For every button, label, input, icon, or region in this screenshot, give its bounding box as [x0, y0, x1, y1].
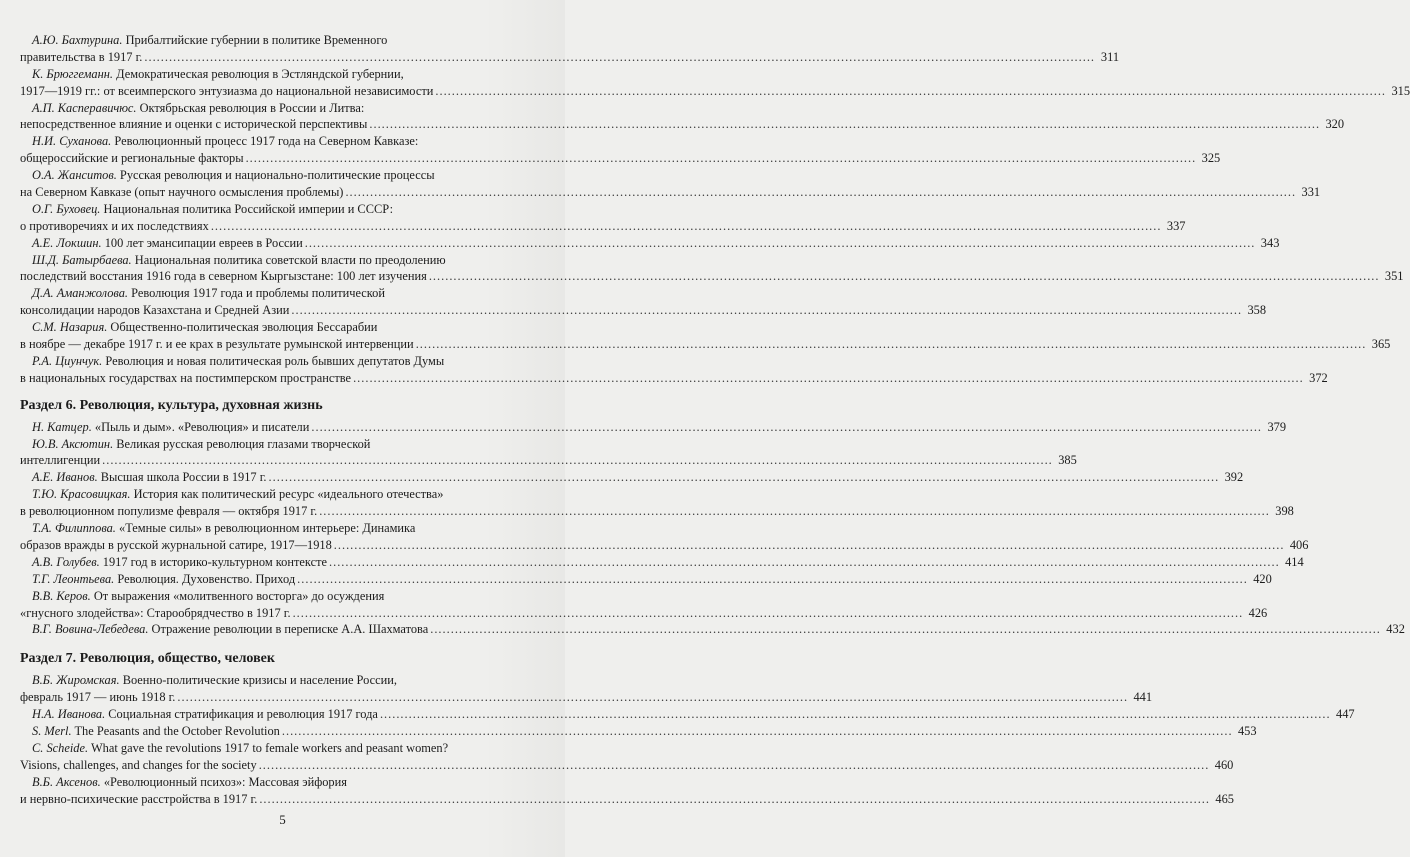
entry-title: The Peasants and the October Revolution — [71, 723, 280, 738]
dot-leader — [353, 370, 1304, 387]
toc-entry-line — [20, 419, 1287, 436]
entry-page-number: 337 — [1166, 218, 1186, 233]
entry-page-number: 320 — [1325, 117, 1345, 132]
entry-author: C. Scheide. — [32, 740, 89, 755]
entry-title: в революционном популизме февраля — октября 1917 г. — [20, 504, 318, 519]
entry-author: А.Е. Иванов. — [32, 470, 98, 485]
entry-title: последствий восстания 1916 года в северном Кыргызстане: 100 лет изучения — [20, 269, 427, 284]
entry-title: 1917 год в историко-культурном контексте — [99, 554, 328, 569]
toc-entry[interactable] — [20, 353, 1328, 387]
toc-entry[interactable] — [20, 252, 1404, 286]
toc-entry[interactable] — [20, 100, 1345, 134]
toc-entry-line — [20, 150, 1221, 167]
entry-author: Т.Г. Леонтьева. — [32, 571, 115, 586]
toc-entry-line — [20, 436, 542, 453]
dot-leader — [345, 184, 1296, 201]
entry-title: Прибалтийские губернии в политике Временного — [122, 33, 388, 47]
entry-author: К. Брюггеманн. — [32, 66, 114, 81]
entry-author: S. Merl. — [32, 723, 72, 738]
toc-entry-line — [20, 184, 1321, 201]
toc-entry-line — [20, 336, 1391, 353]
entry-author: Р.А. Циунчук. — [32, 353, 103, 368]
toc-entry-line — [20, 133, 542, 150]
dot-leader — [319, 503, 1270, 520]
entry-title: Visions, challenges, and changes for the society — [20, 757, 257, 772]
entry-author: А.П. Касперавичюс. — [32, 100, 137, 115]
toc-entry[interactable] — [20, 588, 1268, 622]
dot-leader — [329, 554, 1280, 571]
entry-page-number: 432 — [1386, 622, 1405, 637]
entry-author: А.В. Голубев. — [32, 554, 100, 569]
entry-title: Октябрьская революция в России и Литва: — [136, 100, 365, 115]
dot-leader — [259, 757, 1210, 774]
entry-page-number: 420 — [1253, 571, 1272, 586]
entry-author: А.Е. Локшин. — [32, 235, 102, 250]
entry-author: О.Г. Буховец. — [32, 201, 101, 216]
dot-leader — [311, 419, 1262, 436]
toc-entry[interactable] — [20, 235, 1280, 252]
entry-title: Демократическая революция в Эстляндской губернии, — [113, 66, 404, 81]
entry-author: Д.А. Аманжолова. — [32, 286, 129, 301]
entry-title: Отражение революции в переписке А.А. Шахматова — [148, 622, 429, 637]
toc-entry-line — [20, 571, 1272, 588]
toc-entry[interactable] — [20, 32, 1120, 66]
toc-entry[interactable] — [20, 706, 1355, 723]
page-number: 5 — [279, 812, 286, 827]
entry-title: консолидации народов Казахстана и Средней Азии — [20, 303, 290, 318]
dot-leader — [305, 235, 1256, 252]
toc-entry-line — [20, 201, 542, 218]
entry-title: Национальная политика Российской империи и СССР: — [100, 201, 394, 216]
dot-leader — [380, 706, 1331, 723]
toc-entry[interactable] — [20, 520, 1309, 554]
toc-entry-line — [20, 167, 542, 184]
toc-entry-line — [20, 268, 1404, 285]
entry-page-number: 325 — [1201, 151, 1221, 166]
entry-title: образов вражды в русской журнальной сатире, 1917—1918 — [20, 537, 332, 552]
toc-entry[interactable] — [20, 66, 1410, 100]
entry-page-number: 447 — [1336, 707, 1355, 722]
entry-title: февраль 1917 — июнь 1918 г. — [20, 690, 176, 705]
entry-page-number: 358 — [1247, 303, 1267, 318]
entry-title: и нервно-психические расстройства в 1917 г. — [20, 791, 258, 806]
toc-entry-line — [20, 757, 1234, 774]
toc-entry[interactable] — [20, 419, 1287, 436]
entry-title: От выражения «молитвенного восторга» до осуждения — [90, 588, 385, 603]
toc-entry[interactable] — [20, 774, 1234, 808]
toc-entry[interactable] — [20, 571, 1272, 588]
dot-leader — [259, 791, 1210, 808]
toc-entry-line — [20, 319, 542, 336]
dot-leader — [430, 621, 1381, 638]
toc-entry-line — [20, 285, 542, 302]
toc-entry[interactable] — [20, 319, 1391, 353]
entry-page-number: 406 — [1289, 537, 1309, 552]
entry-page-number: 365 — [1371, 337, 1391, 352]
entry-author: Н. Катцер. — [32, 419, 92, 434]
entry-title: История как политический ресурс «идеального отечества» — [130, 487, 444, 502]
section-heading: Раздел 6. Революция, культура, духовная жизнь — [20, 397, 323, 413]
toc-entry[interactable] — [20, 621, 1405, 638]
toc-entry-line — [20, 723, 1257, 740]
dot-leader — [416, 336, 1367, 353]
dot-leader — [282, 723, 1233, 740]
entry-title: Революция и новая политическая роль бывших депутатов Думы — [102, 353, 445, 368]
entry-page-number: 465 — [1215, 791, 1234, 806]
entry-page-number: 426 — [1248, 605, 1268, 620]
toc-entry-line — [20, 520, 542, 537]
entry-title: на Северном Кавказе (опыт научного осмысления проблемы) — [20, 185, 344, 200]
entry-author: В.Б. Жиромская. — [32, 673, 120, 688]
toc-entry[interactable] — [20, 486, 1294, 520]
entry-title: Революция. Духовенство. Приход — [114, 571, 296, 586]
entry-title: «гнусного злодейства»: Старообрядчество в 1917 г. — [20, 605, 291, 620]
entry-author: Ш.Д. Батырбаева. — [32, 252, 132, 267]
toc-entry-line — [20, 32, 542, 49]
dot-leader — [429, 268, 1380, 285]
entry-page-number: 453 — [1237, 723, 1257, 738]
toc-entry[interactable] — [20, 133, 1221, 167]
entry-author: Т.А. Филиппова. — [32, 521, 116, 536]
table-of-contents — [20, 32, 1410, 807]
entry-page-number: 311 — [1100, 49, 1120, 64]
dot-leader — [246, 150, 1197, 167]
toc-entry-line — [20, 740, 542, 757]
toc-entry[interactable] — [20, 285, 1267, 319]
entry-author: В.В. Керов. — [32, 588, 91, 603]
toc-entry-line — [20, 83, 1410, 100]
toc-entry-line — [20, 588, 542, 605]
toc-entry-line — [20, 452, 1077, 469]
toc-entry[interactable] — [20, 672, 1153, 706]
toc-entry-line — [20, 774, 542, 791]
dot-leader — [293, 605, 1244, 622]
dot-leader — [211, 218, 1162, 235]
toc-entry-line — [20, 370, 1328, 387]
entry-title: Русская революция и национально-политические процессы — [116, 168, 435, 183]
entry-title: общероссийские и региональные факторы — [20, 151, 244, 166]
entry-title: Революционный процесс 1917 года на Северном Кавказе: — [111, 134, 419, 149]
entry-page-number: 343 — [1260, 235, 1280, 250]
entry-page-number: 460 — [1214, 757, 1234, 772]
entry-title: «Революционный психоз»: Массовая эйфория — [100, 774, 347, 789]
toc-entry-line — [20, 66, 542, 83]
toc-entry-line — [20, 554, 1304, 571]
dot-leader — [334, 537, 1285, 554]
entry-page-number: 315 — [1391, 83, 1410, 98]
entry-page-number: 372 — [1309, 370, 1328, 385]
toc-entry-line — [20, 689, 1153, 706]
entry-title: правительства в 1917 г. — [20, 49, 143, 64]
entry-title: в национальных государствах на постимперском пространстве — [20, 370, 352, 385]
entry-author: В.Г. Вовина-Лебедева. — [32, 622, 149, 637]
dot-leader — [291, 302, 1242, 319]
entry-title: в ноябре — декабре 1917 г. и ее крах в результате румынской интервенции — [20, 337, 414, 352]
toc-entry-line — [20, 100, 542, 117]
toc-entry-line — [20, 252, 542, 269]
toc-entry-line — [20, 672, 542, 689]
entry-title: Революция 1917 года и проблемы политической — [128, 286, 385, 301]
entry-title: «Темные силы» в революционном интерьере: Динамика — [115, 521, 416, 536]
toc-entry-line — [20, 537, 1309, 554]
toc-entry-line — [20, 621, 1405, 638]
toc-entry-line — [20, 235, 1280, 252]
dot-leader — [102, 452, 1053, 469]
entry-page-number: 331 — [1301, 185, 1321, 200]
entry-title: 1917—1919 гг.: от всеимперского энтузиазма до национальной независимости — [20, 83, 434, 98]
entry-page-number: 351 — [1384, 269, 1404, 284]
entry-author: Т.Ю. Красовицкая. — [32, 487, 131, 502]
entry-title: Национальная политика советской власти по преодолению — [131, 252, 446, 267]
toc-entry[interactable] — [20, 201, 1186, 235]
entry-page-number: 379 — [1267, 419, 1287, 434]
entry-title: Общественно-политическая эволюция Бессарабии — [107, 320, 378, 335]
entry-author: О.А. Жанситов. — [32, 168, 117, 183]
entry-page-number: 414 — [1285, 554, 1304, 569]
entry-title: What gave the revolutions 1917 to female workers and peasant women? — [88, 740, 449, 755]
toc-entry[interactable] — [20, 554, 1304, 571]
entry-title: Социальная стратификация и революция 1917 года — [105, 707, 378, 722]
toc-entry-line — [20, 503, 1294, 520]
entry-author: С.М. Назария. — [32, 320, 108, 335]
entry-author: А.Ю. Бахтурина. — [32, 33, 123, 47]
entry-author: Ю.В. Аксютин. — [32, 436, 114, 451]
toc-entry[interactable] — [20, 436, 1077, 470]
toc-entry[interactable] — [20, 167, 1321, 201]
entry-title: 100 лет эмансипации евреев в России — [101, 235, 303, 250]
entry-author: В.Б. Аксенов. — [32, 774, 101, 789]
dot-leader — [369, 116, 1320, 133]
toc-entry-line — [20, 605, 1268, 622]
toc-entry-line — [20, 791, 1234, 808]
toc-entry-line — [20, 302, 1267, 319]
entry-page-number: 398 — [1275, 504, 1294, 519]
toc-entry-line — [20, 486, 542, 503]
toc-entry-line — [20, 218, 1186, 235]
entry-author: Н.И. Суханова. — [32, 134, 112, 149]
toc-entry[interactable] — [20, 740, 1234, 774]
entry-title: «Пыль и дым». «Революция» и писатели — [91, 419, 310, 434]
entry-title: непосредственное влияние и оценки с исторической перспективы — [20, 117, 368, 132]
toc-entry[interactable] — [20, 723, 1257, 740]
toc-entry-line — [20, 469, 1244, 486]
toc-entry-line — [20, 49, 1120, 66]
entry-title: о противоречиях и их последствиях — [20, 218, 209, 233]
entry-page-number: 385 — [1058, 453, 1077, 468]
entry-title: Великая русская революция глазами творческой — [113, 436, 371, 451]
toc-entry-line — [20, 353, 542, 370]
dot-leader — [269, 469, 1220, 486]
dot-leader — [144, 49, 1095, 66]
entry-page-number: 392 — [1224, 470, 1244, 485]
entry-page-number: 441 — [1133, 690, 1153, 705]
toc-entry[interactable] — [20, 469, 1244, 486]
dot-leader — [435, 83, 1386, 100]
entry-title: Высшая школа России в 1917 г. — [97, 470, 267, 485]
section-heading: Раздел 7. Революция, общество, человек — [20, 651, 275, 667]
dot-leader — [297, 571, 1248, 588]
entry-title: Военно-политические кризисы и население России, — [119, 673, 397, 688]
entry-author: Н.А. Иванова. — [32, 707, 106, 722]
dot-leader — [177, 689, 1128, 706]
entry-title: интеллигенции — [20, 453, 101, 468]
toc-entry-line — [20, 706, 1355, 723]
toc-entry-line — [20, 116, 1345, 133]
